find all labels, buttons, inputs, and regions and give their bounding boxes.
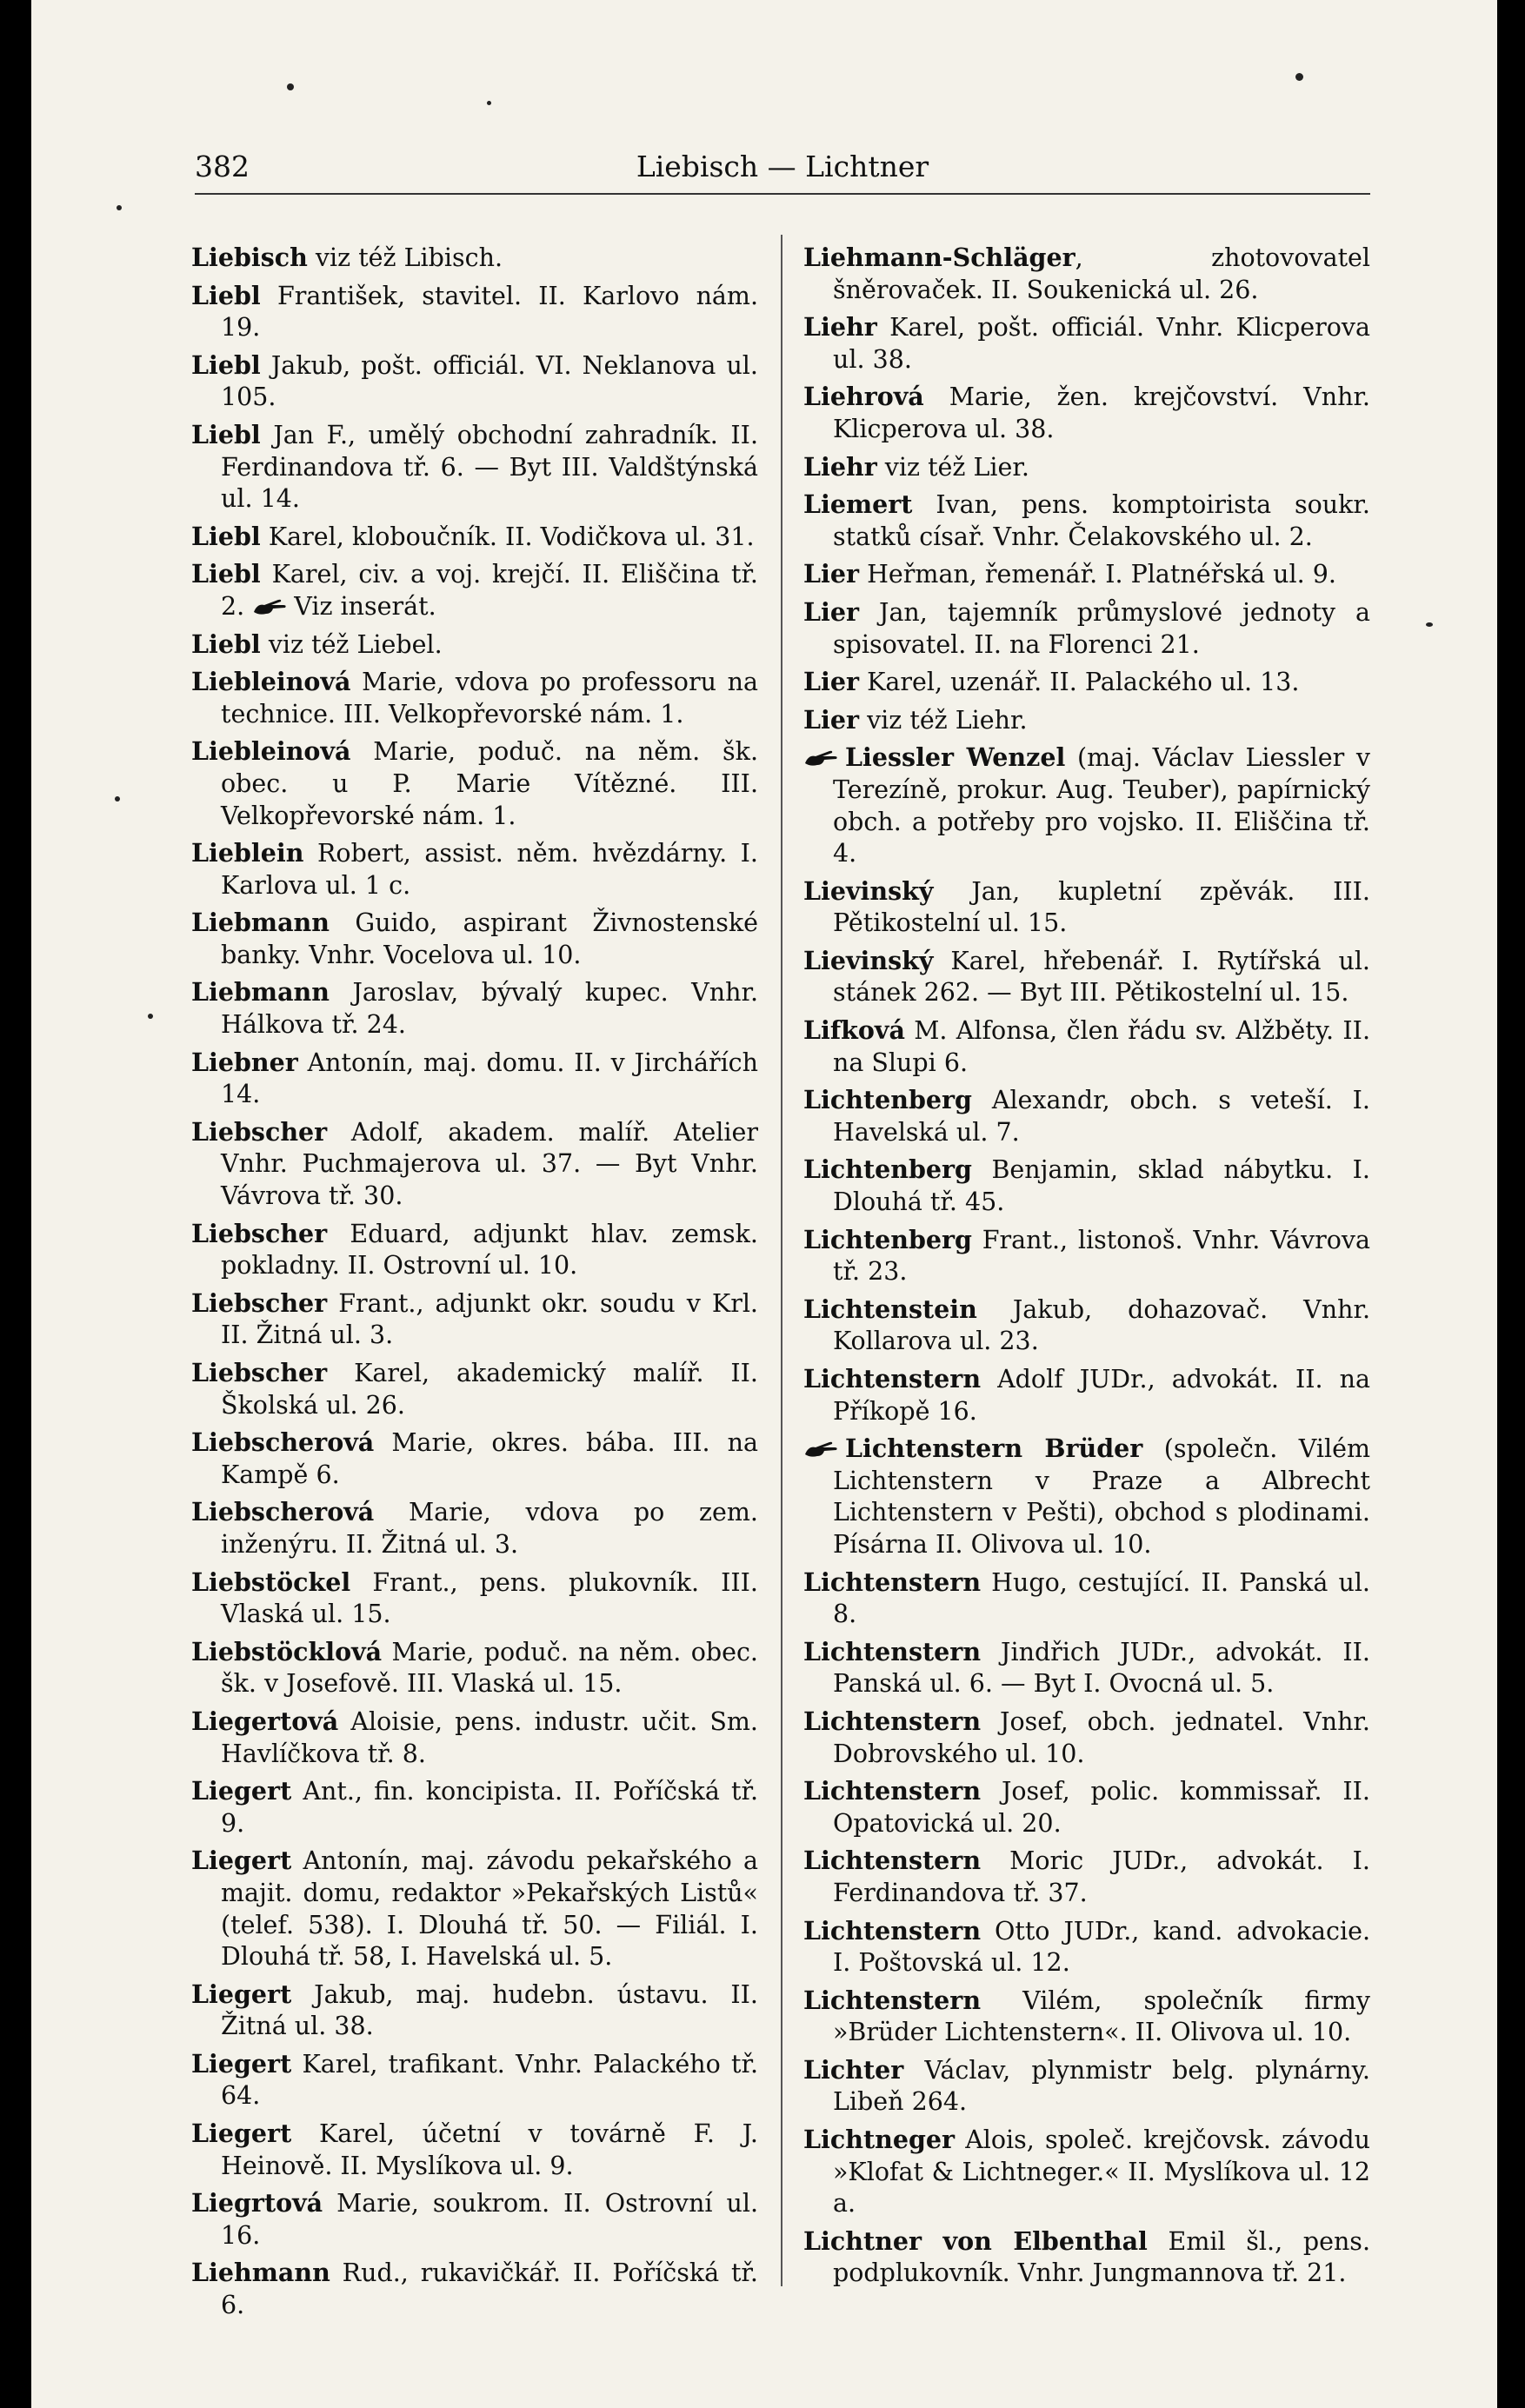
entry-details: František, stavitel. II. Karlovo nám. 19.: [221, 281, 758, 343]
pointing-hand-icon: [252, 595, 289, 617]
directory-entry: [803, 1915, 1370, 1979]
entry-surname: Liebmann: [191, 908, 330, 938]
entry-surname: Lichtenstern: [803, 1985, 982, 2015]
entry-surname: Liegrtová: [191, 2188, 323, 2218]
entry-details: (maj. Václav Liessler v Terezíně, prokur. Aug. Teuber), papírnický obch. a potřeby pro vojsko. II. Eliščina tř. 4.: [833, 743, 1370, 868]
entry-surname: Liebl: [191, 521, 261, 551]
entry-details: Karel, účetní v továrně F. J. Heinově. II. Myslíkova ul. 9.: [221, 2119, 758, 2180]
entry-details: Alexandr, obch. s veteší. I. Havelská ul. 7.: [833, 1086, 1370, 1147]
entry-details: Jaroslav, bývalý kupec. Vnhr. Hálkova tř. 24.: [221, 978, 758, 1040]
page-header: [195, 144, 1370, 188]
entry-surname: Lievinský: [803, 945, 934, 975]
entry-surname: Liebl: [191, 559, 261, 589]
entry-surname: Liegertová: [191, 1706, 339, 1736]
column-divider: [781, 235, 782, 2286]
entry-surname: Liebleinová: [191, 667, 351, 697]
directory-entry: [803, 1154, 1370, 1218]
entry-surname: Liehmann-Schläger: [803, 243, 1075, 272]
scan-speck: [115, 796, 120, 802]
entry-details: , zhotovovatel šněrovaček. II. Soukenická ul. 26.: [833, 243, 1370, 304]
directory-entry: [803, 1706, 1370, 1770]
entry-surname: Lichtneger: [803, 2125, 956, 2155]
directory-entry: [191, 419, 758, 516]
entry-details: Hugo, cestující. II. Panská ul. 8.: [833, 1567, 1370, 1629]
entry-note: Viz inserát.: [294, 591, 436, 621]
directory-entry: [191, 666, 758, 730]
directory-entry: [191, 521, 758, 554]
directory-entry: [191, 1287, 758, 1352]
entry-details: Eduard, adjunkt hlav. zemsk. pokladny. II. Ostrovní ul. 10.: [221, 1219, 758, 1280]
scan-speck: [1426, 622, 1433, 627]
directory-entry: [803, 1014, 1370, 1079]
directory-entry: [803, 451, 1370, 484]
entry-surname: Lier: [803, 667, 860, 697]
entry-details: Jan, tajemník průmyslové jednoty a spisovatel. II. na Florenci 21.: [833, 597, 1370, 659]
directory-entry: [191, 2187, 758, 2252]
entry-details: Karel, civ. a voj. krejčí. II. Eliščina tř. 2.: [221, 560, 758, 621]
directory-entry: [191, 1979, 758, 2043]
entry-details: M. Alfonsa, člen řádu sv. Alžběty. II. na Slupi 6.: [833, 1016, 1370, 1077]
entry-details: Guido, aspirant Živnostenské banky. Vnhr. Vocelova ul. 10.: [221, 908, 758, 969]
directory-entry: [191, 349, 758, 414]
entry-surname: Liegert: [191, 1846, 292, 1876]
directory-entry: [803, 1084, 1370, 1148]
directory-entry: [803, 311, 1370, 376]
scan-speck: [287, 83, 294, 90]
entry-details: Antonín, maj. závodu pekařského a majit. domu, redaktor »Pekařských Listů« (telef. 538). I. Dlouhá tř. 50. — Filiál. I. Dlouhá tř. 58, I. Havelská ul. 5.: [221, 1846, 758, 1972]
entry-details: Josef, obch. jednatel. Vnhr. Dobrovského ul. 10.: [833, 1706, 1370, 1768]
directory-entry: [803, 1224, 1370, 1288]
entry-surname: Lichtenstern Brüder: [845, 1433, 1143, 1464]
entry-surname: Liebleinová: [191, 736, 351, 767]
entry-details: Moric JUDr., advokát. I. Ferdinandova tř. 37.: [833, 1846, 1370, 1907]
entry-surname: Lichtenstein: [803, 1294, 977, 1324]
running-title: Liebisch — Lichtner: [636, 150, 929, 183]
entry-details: Otto JUDr., kand. advokacie. I. Poštovská ul. 12.: [833, 1916, 1370, 1978]
directory-entry: [803, 558, 1370, 591]
directory-entry: [191, 837, 758, 901]
entry-surname: Liebscherová: [191, 1497, 375, 1527]
entry-surname: Liehr: [803, 312, 877, 343]
directory-entry: [191, 280, 758, 344]
directory-entry: [191, 1706, 758, 1770]
entry-surname: Lichtner von Elbenthal: [803, 2225, 1148, 2256]
entry-surname: Liegert: [191, 2048, 292, 2079]
directory-entry: [803, 242, 1370, 306]
entry-details: Karel, kloboučník. II. Vodičkova ul. 31.: [260, 522, 755, 551]
entry-details: viz též Lier.: [876, 452, 1029, 482]
entry-surname: Lichtenstern: [803, 1846, 982, 1876]
directory-entry: [191, 1047, 758, 1111]
directory-entry: [191, 1775, 758, 1839]
directory-entry: [191, 2257, 758, 2321]
entry-details: Josef, polic. kommissař. II. Opatovická ul. 20.: [833, 1777, 1370, 1838]
entry-surname: Lichtenstern: [803, 1706, 982, 1736]
entry-surname: Lier: [803, 559, 860, 589]
directory-entry: [803, 666, 1370, 699]
entry-details: Heřman, řemenář. I. Platnéřská ul. 9.: [859, 560, 1336, 589]
entry-surname: Lievinský: [803, 875, 934, 906]
entry-surname: Liebscher: [191, 1116, 328, 1147]
directory-entry: [803, 1985, 1370, 2049]
entry-details: Aloisie, pens. industr. učit. Sm. Havlíčkova tř. 8.: [221, 1706, 758, 1768]
entry-details: Frant., listonoš. Vnhr. Vávrova tř. 23.: [833, 1225, 1370, 1287]
entry-details: Jindřich JUDr., advokát. II. Panská ul. 6. — Byt I. Ovocná ul. 5.: [833, 1637, 1370, 1699]
entry-surname: Liebisch: [191, 243, 308, 272]
directory-entry: [803, 704, 1370, 737]
entry-surname: Lichtenstern: [803, 1636, 982, 1666]
scan-speck: [117, 205, 122, 210]
entry-details: Karel, akademický malíř. II. Školská ul. 26.: [221, 1359, 758, 1420]
entry-surname: Lifková: [803, 1015, 905, 1046]
entry-details: Alois, společ. krejčovsk. závodu »Klofat & Lichtneger.« II. Myslíkova ul. 12 a.: [833, 2125, 1370, 2218]
entry-surname: Liegert: [191, 2119, 292, 2149]
directory-entry: [191, 735, 758, 832]
scan-speck: [148, 1014, 153, 1019]
pointing-hand-icon: [803, 1437, 840, 1460]
entry-surname: Liehr: [803, 451, 877, 482]
directory-entry: [191, 1845, 758, 1972]
directory-entry: [191, 907, 758, 971]
entry-surname: Liessler Wenzel: [845, 742, 1066, 773]
directory-entry: [803, 381, 1370, 445]
entry-surname: Liegert: [191, 1979, 292, 2009]
entry-details: viz též Liebel.: [260, 629, 443, 659]
directory-entry: [191, 1567, 758, 1631]
entry-details: Václav, plynmistr belg. plynárny. Libeň 264.: [833, 2055, 1370, 2117]
entry-surname: Lichtenberg: [803, 1224, 972, 1254]
entry-surname: Liebl: [191, 349, 261, 380]
entry-surname: Lier: [803, 596, 860, 627]
entry-details: Karel, hřebenář. I. Rytířská ul. stánek 262. — Byt III. Pětikostelní ul. 15.: [833, 946, 1370, 1008]
entry-details: Adolf, akadem. malíř. Atelier Vnhr. Puchmajerova ul. 37. — Byt Vnhr. Vávrova tř. 30.: [221, 1117, 758, 1211]
entry-surname: Lier: [803, 704, 860, 735]
entry-details: viz též Liehr.: [859, 705, 1028, 735]
directory-entry: [191, 558, 758, 622]
entry-surname: Liebmann: [191, 977, 330, 1008]
entry-details: Emil šl., pens. podplukovník. Vnhr. Jungmannova tř. 21.: [833, 2226, 1370, 2288]
entry-surname: Liebstöcklová: [191, 1636, 383, 1666]
directory-entry: [191, 1218, 758, 1282]
entry-details: Jan F., umělý obchodní zahradník. II. Ferdinandova tř. 6. — Byt III. Valdštýnská ul. 14.: [221, 420, 758, 514]
directory-entry: [191, 1636, 758, 1700]
directory-entry: [803, 1845, 1370, 1909]
pointing-hand-icon: [803, 746, 840, 768]
entry-surname: Liebscher: [191, 1218, 328, 1248]
entry-details: (společn. Vilém Lichtenstern v Praze a Albrecht Lichtenstern v Pešti), obchod s plodinami. Písárna II. Olivova ul. 10.: [833, 1434, 1370, 1559]
entry-surname: Liebner: [191, 1047, 298, 1077]
directory-entry: [803, 945, 1370, 1009]
directory-entry: [191, 2048, 758, 2112]
left-column: [191, 242, 758, 2327]
entry-surname: Liemert: [803, 489, 913, 520]
entry-surname: Liebscherová: [191, 1427, 375, 1458]
scan-speck: [487, 101, 491, 105]
directory-entry: [191, 1357, 758, 1421]
header-rule: [195, 193, 1370, 195]
entry-surname: Lieblein: [191, 838, 304, 868]
entry-details: Adolf JUDr., advokát. II. na Příkopě 16.: [833, 1365, 1370, 1426]
entry-details: Ivan, pens. komptoirista soukr. statků císař. Vnhr. Čelakovského ul. 2.: [833, 490, 1370, 551]
directory-entry: [191, 2118, 758, 2182]
directory-entry: [803, 2054, 1370, 2119]
directory-entry: [803, 742, 1370, 869]
entry-surname: Liebl: [191, 629, 261, 659]
entry-details: Frant., pens. plukovník. III. Vlaská ul. 15.: [221, 1567, 758, 1629]
entry-surname: Liebscher: [191, 1358, 328, 1387]
entry-details: Rud., rukavičkář. II. Poříčská tř. 6.: [221, 2258, 758, 2320]
entry-details: Jakub, maj. hudebn. ústavu. II. Žitná ul. 38.: [221, 1979, 758, 2041]
entry-surname: Lichtenstern: [803, 1915, 982, 1946]
directory-entry: [191, 1496, 758, 1560]
entry-details: Marie, vdova po zem. inženýru. II. Žitná ul. 3.: [221, 1498, 758, 1559]
directory-entry: [191, 1427, 758, 1491]
directory-entry: [803, 1567, 1370, 1631]
right-column: [803, 242, 1370, 2295]
entry-details: Marie, žen. krejčovství. Vnhr. Klicperova ul. 38.: [833, 382, 1370, 443]
directory-entry: [803, 596, 1370, 661]
directory-entry: [803, 1433, 1370, 1560]
directory-entry: [803, 489, 1370, 553]
entry-surname: Liebl: [191, 419, 261, 449]
entry-details: Marie, vdova po professoru na technice. III. Velkopřevorské nám. 1.: [221, 668, 758, 728]
entry-surname: Liebscher: [191, 1287, 328, 1318]
entry-surname: Liebl: [191, 280, 261, 310]
directory-entry: [191, 629, 758, 662]
directory-entry: [803, 1363, 1370, 1427]
entry-details: Jan, kupletní zpěvák. III. Pětikostelní ul. 15.: [833, 876, 1370, 938]
scan-speck: [1295, 73, 1303, 81]
entry-details: Marie, poduč. na něm. šk. obec. u P. Marie Vítězné. III. Velkopřevorské nám. 1.: [221, 737, 758, 830]
directory-entry: [803, 875, 1370, 940]
directory-entry: [803, 1294, 1370, 1358]
entry-details: Karel, pošt. officiál. Vnhr. Klicperova ul. 38.: [833, 313, 1370, 374]
entry-details: Karel, uzenář. II. Palackého ul. 13.: [859, 668, 1300, 697]
entry-surname: Liegert: [191, 1776, 292, 1806]
directory-entry: [803, 1636, 1370, 1700]
entry-details: Karel, trafikant. Vnhr. Palackého tř. 64.: [221, 2049, 758, 2111]
entry-details: Benjamin, sklad nábytku. I. Dlouhá tř. 45.: [833, 1155, 1370, 1217]
entry-details: Jakub, dohazovač. Vnhr. Kollarova ul. 23.: [833, 1294, 1370, 1356]
entry-details: Jakub, pošt. officiál. VI. Neklanova ul. 105.: [221, 350, 758, 412]
directory-entry: [191, 242, 758, 275]
directory-entry: [803, 1775, 1370, 1839]
entry-surname: Lichter: [803, 2054, 904, 2085]
directory-entry: [191, 976, 758, 1041]
page-number: 382: [195, 150, 250, 183]
entry-surname: Lichtenberg: [803, 1154, 972, 1185]
entry-details: Frant., adjunkt okr. soudu v Krl. II. Žitná ul. 3.: [221, 1288, 758, 1350]
entry-details: Marie, poduč. na něm. obec. šk. v Josefově. III. Vlaská ul. 15.: [221, 1637, 758, 1699]
entry-details: Ant., fin. koncipista. II. Poříčská tř. 9.: [221, 1777, 758, 1838]
directory-entry: [803, 2124, 1370, 2220]
entry-surname: Lichtenstern: [803, 1364, 982, 1394]
directory-entry: [803, 2225, 1370, 2290]
entry-surname: Liebstöckel: [191, 1567, 351, 1597]
entry-details: viz též Libisch.: [307, 243, 503, 272]
entry-surname: Liehrová: [803, 382, 924, 412]
entry-surname: Lichtenstern: [803, 1567, 982, 1597]
entry-surname: Lichtenstern: [803, 1776, 982, 1806]
entry-details: Vilém, společník firmy »Brüder Lichtenstern«. II. Olivova ul. 10.: [833, 1986, 1370, 2047]
directory-entry: [191, 1116, 758, 1213]
entry-details: Robert, assist. něm. hvězdárny. I. Karlova ul. 1 c.: [221, 839, 758, 900]
entry-surname: Lichtenberg: [803, 1085, 972, 1115]
entry-details: Antonín, maj. domu. II. v Jirchářích 14.: [221, 1048, 758, 1109]
entry-details: Marie, soukrom. II. Ostrovní ul. 16.: [221, 2189, 758, 2250]
entry-surname: Liehmann: [191, 2258, 330, 2288]
entry-details: Marie, okres. bába. III. na Kampě 6.: [221, 1428, 758, 1489]
